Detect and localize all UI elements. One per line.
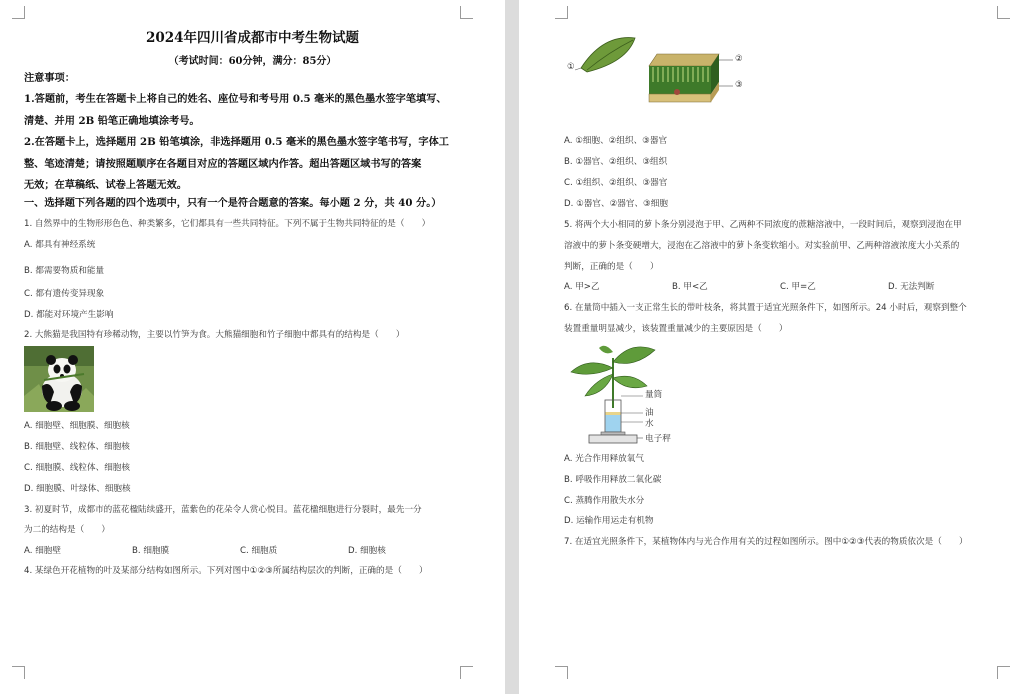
notice-line: 无效；在草稿纸、试卷上答题无效。 bbox=[24, 179, 187, 191]
question-2-stem: 2. 大熊猫是我国特有珍稀动物，主要以竹笋为食。大熊猫细胞和竹子细胞中都具有的结构是（ ） bbox=[24, 330, 405, 340]
notice-line: 1.答题前，考生在答题卡上将自己的姓名、座位号和考号用 0.5 毫米的黑色墨水签字笔填写、 bbox=[24, 93, 447, 105]
crop-mark bbox=[997, 6, 1010, 19]
q4-option-c: C. ①组织、②组织、③器官 bbox=[564, 178, 668, 188]
crop-mark bbox=[555, 6, 568, 19]
crop-mark bbox=[12, 666, 25, 679]
q6-option-b: B. 呼吸作用释放二氧化碳 bbox=[564, 475, 662, 485]
crop-mark bbox=[997, 666, 1010, 679]
q5-option-c: C. 甲=乙 bbox=[780, 282, 816, 292]
q1-option-c: C. 都有遗传变异现象 bbox=[24, 289, 105, 299]
figure-label-1: ① bbox=[567, 62, 575, 72]
notice-line: 清楚、并用 2B 铅笔正确地填涂考号。 bbox=[24, 115, 200, 127]
exam-title: 2024年四川省成都市中考生物试题 bbox=[145, 30, 360, 46]
q6-option-d: D. 运输作用运走有机物 bbox=[564, 516, 654, 526]
question-5-stem: 5. 将两个大小相同的萝卜条分别浸泡于甲、乙两种不同浓度的蔗糖溶液中，一段时间后，观察到浸泡在甲 bbox=[564, 220, 962, 230]
crop-mark bbox=[460, 666, 473, 679]
figure-label-cylinder: 量筒 bbox=[645, 390, 663, 400]
notice-line: 2.在答题卡上，选择题用 2B 铅笔填涂，非选择题用 0.5 毫米的黑色墨水签字笔书写，字体工 bbox=[24, 136, 449, 148]
q6-option-a: A. 光合作用释放氧气 bbox=[564, 454, 644, 464]
q5-option-a: A. 甲>乙 bbox=[564, 282, 600, 292]
q3-option-d: D. 细胞核 bbox=[348, 546, 386, 556]
leaf-structure-figure bbox=[573, 30, 763, 114]
question-3-stem: 为二的结构是（ ） bbox=[24, 525, 110, 535]
question-7-stem: 7. 在适宜光照条件下，某植物体内与光合作用有关的过程如图所示。图中①②③代表的物质依次是（ ） bbox=[564, 537, 968, 547]
question-3-stem: 3. 初夏时节，成都市的蓝花楹陆续盛开，蓝紫色的花朵令人赏心悦目。蓝花楹细胞进行分裂时，最先一分 bbox=[24, 505, 422, 515]
q1-option-a: A. 都具有神经系统 bbox=[24, 240, 96, 250]
figure-label-water: 水 bbox=[645, 419, 654, 429]
question-1-stem: 1. 自然界中的生物形形色色、种类繁多，它们都具有一些共同特征。下列不属于生物共同特征的是（ ） bbox=[24, 219, 431, 229]
crop-mark bbox=[12, 6, 25, 19]
figure-label-2: ② bbox=[735, 54, 743, 64]
q1-option-b: B. 都需要物质和能量 bbox=[24, 266, 105, 276]
crop-mark bbox=[460, 6, 473, 19]
question-6-stem: 装置重量明显减少，该装置重量减少的主要原因是（ ） bbox=[564, 324, 788, 334]
q1-option-d: D. 都能对环境产生影响 bbox=[24, 310, 114, 320]
question-5-stem: 判断，正确的是（ ） bbox=[564, 262, 659, 272]
q5-option-b: B. 甲<乙 bbox=[672, 282, 708, 292]
crop-mark bbox=[555, 666, 568, 679]
q3-option-a: A. 细胞壁 bbox=[24, 546, 61, 556]
q2-option-a: A. 细胞壁、细胞膜、细胞核 bbox=[24, 421, 130, 431]
q2-option-d: D. 细胞膜、叶绿体、细胞核 bbox=[24, 484, 131, 494]
page-right bbox=[519, 0, 1024, 694]
q6-option-c: C. 蒸腾作用散失水分 bbox=[564, 496, 645, 506]
page-left bbox=[0, 0, 505, 694]
section-heading: 一、选择题下列各题的四个选项中，只有一个是符合题意的答案。每小题 2 分，共 40 分。） bbox=[24, 197, 442, 209]
q2-option-c: C. 细胞膜、线粒体、细胞核 bbox=[24, 463, 130, 473]
exam-subtitle: （考试时间：60分钟，满分：85分） bbox=[168, 56, 337, 67]
figure-label-oil: 油 bbox=[645, 408, 654, 418]
question-5-stem: 溶液中的萝卜条变硬增大，浸泡在乙溶液中的萝卜条变软缩小。对实验前甲、乙两种溶液浓度大小关系的 bbox=[564, 241, 960, 251]
q4-option-b: B. ①器官、②组织、③组织 bbox=[564, 157, 668, 167]
q4-option-a: A. ①细胞、②组织、③器官 bbox=[564, 136, 668, 146]
question-6-stem: 6. 在量筒中插入一支正常生长的带叶枝条，将其置于适宜光照条件下，如图所示。24 小时后，观察到整个 bbox=[564, 303, 967, 313]
q5-option-d: D. 无法判断 bbox=[888, 282, 935, 292]
q3-option-c: C. 细胞质 bbox=[240, 546, 278, 556]
figure-label-3: ③ bbox=[735, 80, 743, 90]
panda-photo bbox=[24, 346, 94, 412]
figure-label-scale: 电子秤 bbox=[645, 434, 671, 444]
q2-option-b: B. 细胞壁、线粒体、细胞核 bbox=[24, 442, 130, 452]
page-gutter bbox=[505, 0, 519, 694]
notice-line: 整、笔迹清楚；请按照题顺序在各题目对应的答题区域内作答。超出答题区域书写的答案 bbox=[24, 158, 422, 170]
notice-heading: 注意事项： bbox=[24, 72, 75, 84]
q3-option-b: B. 细胞膜 bbox=[132, 546, 170, 556]
q4-option-d: D. ①器官、②器官、③细胞 bbox=[564, 199, 668, 209]
question-4-stem: 4. 某绿色开花植物的叶及某部分结构如图所示。下列对图中①②③所属结构层次的判断，正确的是（ ） bbox=[24, 566, 428, 576]
